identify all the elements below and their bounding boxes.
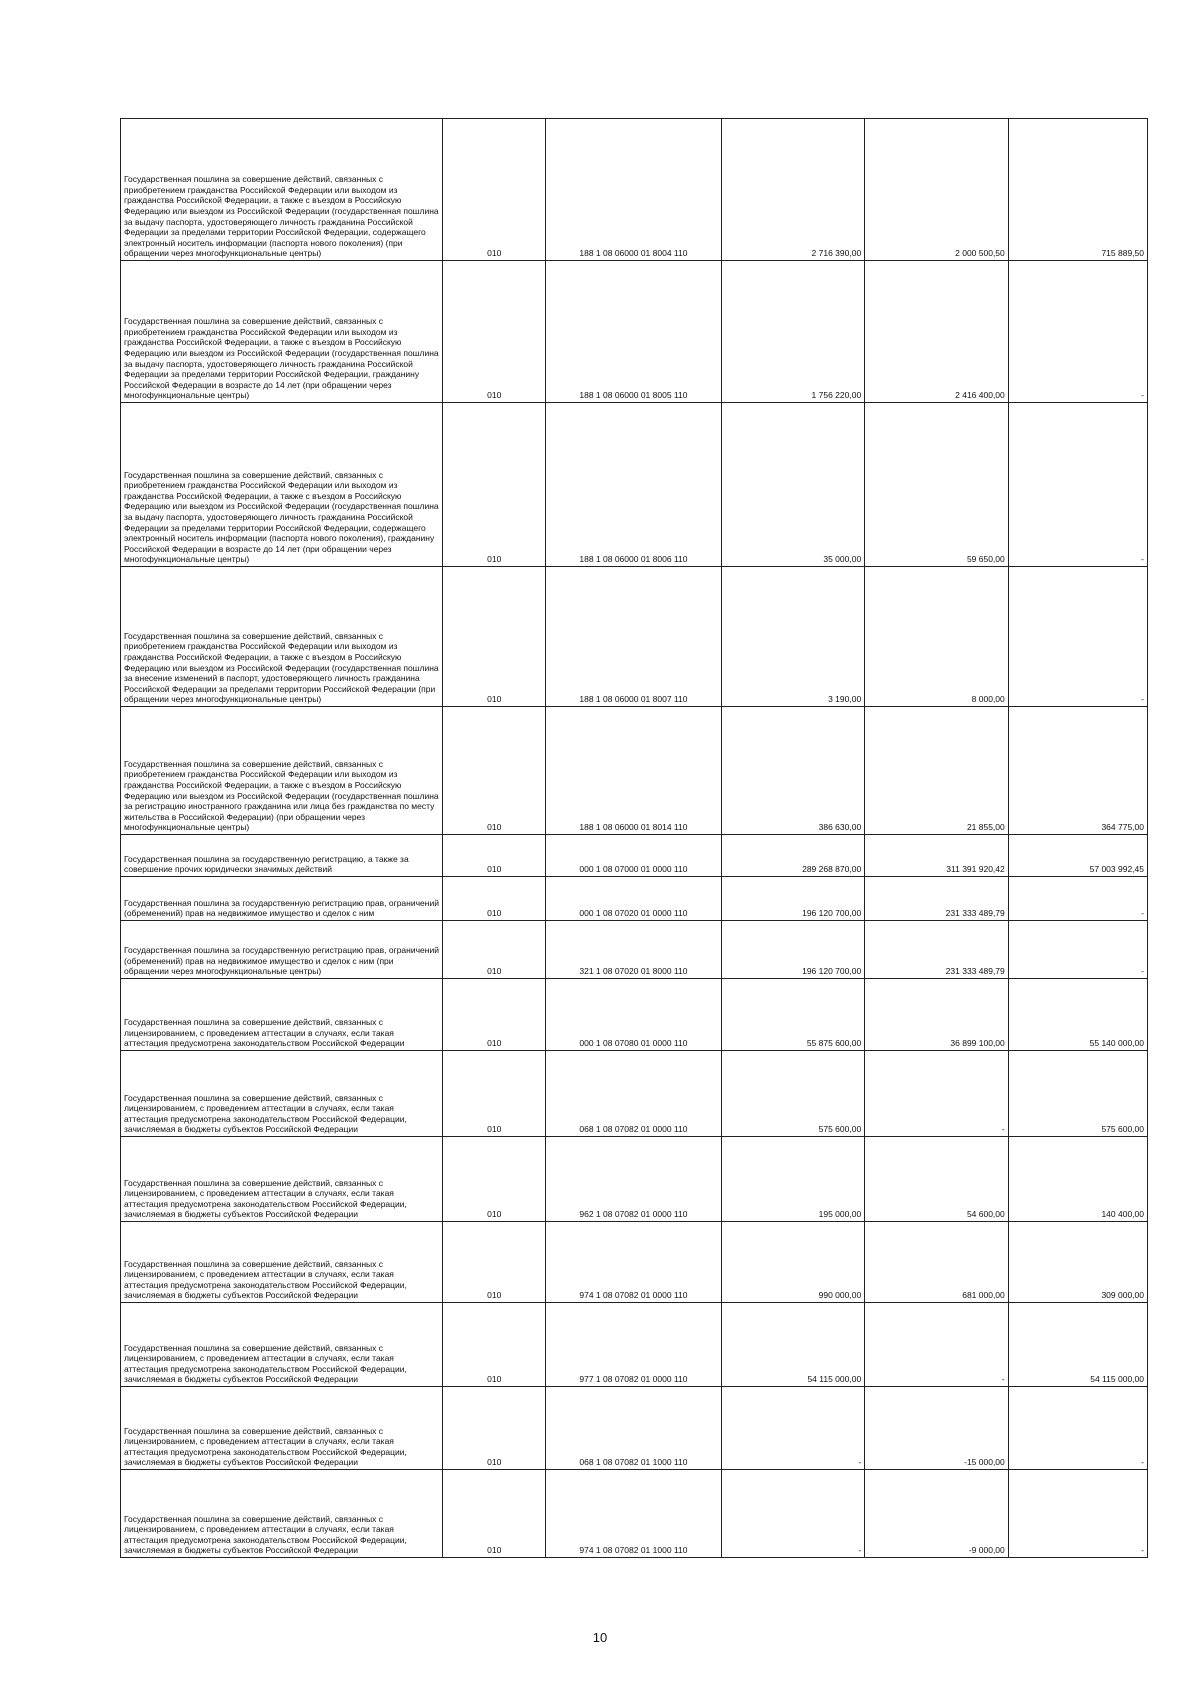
row-unexecuted: 54 115 000,00 (1008, 1303, 1147, 1387)
row-executed: -9 000,00 (865, 1470, 1009, 1558)
table-row (121, 835, 1148, 877)
row-name: Государственная пошлина за совершение действий, связанных с лицензированием, с проведением аттестации в случаях, если такая аттестация предусмотрена законодательством Российской Федерации, зачисляемая в бюджеты субъектов Российской Федерации (121, 1470, 443, 1558)
row-name: Государственная пошлина за совершение действий, связанных с лицензированием, с проведением аттестации в случаях, если такая аттестация предусмотрена законодательством Российской Федерации, зачисляемая в бюджеты субъектов Российской Федерации (121, 1051, 443, 1137)
row-kbk: 962 1 08 07082 01 0000 110 (546, 1137, 721, 1222)
row-code: 010 (443, 921, 546, 979)
table-row (121, 1387, 1148, 1470)
row-executed: - (865, 1051, 1009, 1137)
row-kbk: 000 1 08 07020 01 0000 110 (546, 877, 721, 921)
row-unexecuted: 57 003 992,45 (1008, 835, 1147, 877)
table-row (121, 567, 1148, 707)
row-approved: 55 875 600,00 (721, 979, 865, 1051)
table-row (121, 119, 1148, 261)
row-executed: 231 333 489,79 (865, 921, 1009, 979)
table-row (121, 707, 1148, 835)
row-unexecuted: 309 000,00 (1008, 1222, 1147, 1303)
table-row (121, 261, 1148, 403)
row-code: 010 (443, 1137, 546, 1222)
row-unexecuted: - (1008, 1470, 1147, 1558)
row-executed: 21 855,00 (865, 707, 1009, 835)
row-kbk: 321 1 08 07020 01 8000 110 (546, 921, 721, 979)
row-code: 010 (443, 877, 546, 921)
row-name: Государственная пошлина за совершение действий, связанных с лицензированием, с проведением аттестации в случаях, если такая аттестация предусмотрена законодательством Российской Федерации, зачисляемая в бюджеты субъектов Российской Федерации (121, 1222, 443, 1303)
row-code: 010 (443, 1387, 546, 1470)
row-name: Государственная пошлина за совершение действий, связанных с приобретением гражданства Российской Федерации или выходом из гражданства Российской Федерации, а также с въездом в Российскую Федерацию или выездом из Российской Федерации (государственная пошлина за выдачу паспорта, удостоверяющего личность гражданина Российской Федерации за пределами территории Российской Федерации, гражданину Российской Федерации в возрасте до 14 лет (при обращении через многофункциональные центры) (121, 261, 443, 403)
row-name: Государственная пошлина за совершение действий, связанных с лицензированием, с проведением аттестации в случаях, если такая аттестация предусмотрена законодательством Российской Федерации, зачисляемая в бюджеты субъектов Российской Федерации (121, 1387, 443, 1470)
row-approved: 2 716 390,00 (721, 119, 865, 261)
row-kbk: 977 1 08 07082 01 0000 110 (546, 1303, 721, 1387)
row-executed: 681 000,00 (865, 1222, 1009, 1303)
row-approved: 195 000,00 (721, 1137, 865, 1222)
row-unexecuted: 715 889,50 (1008, 119, 1147, 261)
row-unexecuted: - (1008, 403, 1147, 567)
row-unexecuted: - (1008, 1387, 1147, 1470)
row-unexecuted: 575 600,00 (1008, 1051, 1147, 1137)
row-executed: 2 000 500,50 (865, 119, 1009, 261)
row-kbk: 188 1 08 06000 01 8007 110 (546, 567, 721, 707)
row-unexecuted: 140 400,00 (1008, 1137, 1147, 1222)
row-executed: 59 650,00 (865, 403, 1009, 567)
row-approved: 196 120 700,00 (721, 877, 865, 921)
table-row (121, 921, 1148, 979)
row-name: Государственная пошлина за совершение действий, связанных с приобретением гражданства Российской Федерации или выходом из гражданства Российской Федерации, а также с въездом в Российскую Федерацию или выездом из Российской Федерации (государственная пошлина за регистрацию иностранного гражданина или лица без гражданства по месту жительства в Российской Федерации) (при обращении через многофункциональные центры) (121, 707, 443, 835)
row-kbk: 188 1 08 06000 01 8005 110 (546, 261, 721, 403)
row-kbk: 068 1 08 07082 01 0000 110 (546, 1051, 721, 1137)
row-approved: 54 115 000,00 (721, 1303, 865, 1387)
row-unexecuted: 364 775,00 (1008, 707, 1147, 835)
row-kbk: 974 1 08 07082 01 1000 110 (546, 1470, 721, 1558)
row-code: 010 (443, 261, 546, 403)
row-approved: 990 000,00 (721, 1222, 865, 1303)
table-row (121, 403, 1148, 567)
row-unexecuted: - (1008, 921, 1147, 979)
row-code: 010 (443, 835, 546, 877)
row-executed: 2 416 400,00 (865, 261, 1009, 403)
row-approved: - (721, 1470, 865, 1558)
table-row (121, 979, 1148, 1051)
row-name: Государственная пошлина за совершение действий, связанных с приобретением гражданства Российской Федерации или выходом из гражданства Российской Федерации, а также с въездом в Российскую Федерацию или выездом из Российской Федерации (государственная пошлина за внесение изменений в паспорт, удостоверяющего личность гражданина Российской Федерации за пределами территории Российской Федерации (при обращении через многофункциональные центры) (121, 567, 443, 707)
row-executed: 36 899 100,00 (865, 979, 1009, 1051)
row-kbk: 188 1 08 06000 01 8014 110 (546, 707, 721, 835)
row-name: Государственная пошлина за совершение действий, связанных с лицензированием, с проведением аттестации в случаях, если такая аттестация предусмотрена законодательством Российской Федерации, зачисляемая в бюджеты субъектов Российской Федерации (121, 1303, 443, 1387)
row-name: Государственная пошлина за совершение действий, связанных с приобретением гражданства Российской Федерации или выходом из гражданства Российской Федерации, а также с въездом в Российскую Федерацию или выездом из Российской Федерации (государственная пошлина за выдачу паспорта, удостоверяющего личность гражданина Российской Федерации за пределами территории Российской Федерации, содержащего электронный носитель информации (паспорта нового поколения) (при обращении через многофункциональные центры) (121, 119, 443, 261)
row-kbk: 000 1 08 07080 01 0000 110 (546, 979, 721, 1051)
row-code: 010 (443, 1051, 546, 1137)
row-approved: 289 268 870,00 (721, 835, 865, 877)
row-executed: 311 391 920,42 (865, 835, 1009, 877)
row-code: 010 (443, 403, 546, 567)
page-number: 10 (592, 1630, 608, 1645)
row-unexecuted: - (1008, 261, 1147, 403)
row-approved: 3 190,00 (721, 567, 865, 707)
revenue-table (120, 118, 1148, 1558)
table-row (121, 1222, 1148, 1303)
row-code: 010 (443, 1222, 546, 1303)
row-kbk: 068 1 08 07082 01 1000 110 (546, 1387, 721, 1470)
row-unexecuted: - (1008, 567, 1147, 707)
table-row (121, 1303, 1148, 1387)
row-approved: - (721, 1387, 865, 1470)
row-kbk: 188 1 08 06000 01 8004 110 (546, 119, 721, 261)
row-executed: - (865, 1303, 1009, 1387)
row-name: Государственная пошлина за совершение действий, связанных с лицензированием, с проведением аттестации в случаях, если такая аттестация предусмотрена законодательством Российской Федерации, зачисляемая в бюджеты субъектов Российской Федерации (121, 1137, 443, 1222)
row-kbk: 974 1 08 07082 01 0000 110 (546, 1222, 721, 1303)
table-row (121, 1137, 1148, 1222)
row-approved: 575 600,00 (721, 1051, 865, 1137)
row-code: 010 (443, 1303, 546, 1387)
row-code: 010 (443, 119, 546, 261)
row-kbk: 000 1 08 07000 01 0000 110 (546, 835, 721, 877)
row-approved: 35 000,00 (721, 403, 865, 567)
row-approved: 196 120 700,00 (721, 921, 865, 979)
row-approved: 386 630,00 (721, 707, 865, 835)
row-name: Государственная пошлина за государственную регистрацию прав, ограничений (обременений) прав на недвижимое имущество и сделок с ним (при обращении через многофункциональные центры) (121, 921, 443, 979)
row-name: Государственная пошлина за государственную регистрацию прав, ограничений (обременений) прав на недвижимое имущество и сделок с ним (121, 877, 443, 921)
row-approved: 1 756 220,00 (721, 261, 865, 403)
row-executed: -15 000,00 (865, 1387, 1009, 1470)
table-row (121, 1051, 1148, 1137)
row-kbk: 188 1 08 06000 01 8006 110 (546, 403, 721, 567)
row-code: 010 (443, 567, 546, 707)
row-executed: 231 333 489,79 (865, 877, 1009, 921)
row-code: 010 (443, 1470, 546, 1558)
row-executed: 54 600,00 (865, 1137, 1009, 1222)
table-row (121, 1470, 1148, 1558)
row-unexecuted: - (1008, 877, 1147, 921)
row-name: Государственная пошлина за совершение действий, связанных с приобретением гражданства Российской Федерации или выходом из гражданства Российской Федерации, а также с въездом в Российскую Федерацию или выездом из Российской Федерации (государственная пошлина за выдачу паспорта, удостоверяющего личность гражданина Российской Федерации за пределами территории Российской Федерации, содержащего электронный носитель информации (паспорта нового поколения), гражданину Российской Федерации в возрасте до 14 лет (при обращении через многофункциональные центры) (121, 403, 443, 567)
row-unexecuted: 55 140 000,00 (1008, 979, 1147, 1051)
row-code: 010 (443, 979, 546, 1051)
table-row (121, 877, 1148, 921)
row-executed: 8 000,00 (865, 567, 1009, 707)
row-name: Государственная пошлина за совершение действий, связанных с лицензированием, с проведением аттестации в случаях, если такая аттестация предусмотрена законодательством Российской Федерации (121, 979, 443, 1051)
row-name: Государственная пошлина за государственную регистрацию, а также за совершение прочих юридически значимых действий (121, 835, 443, 877)
row-code: 010 (443, 707, 546, 835)
